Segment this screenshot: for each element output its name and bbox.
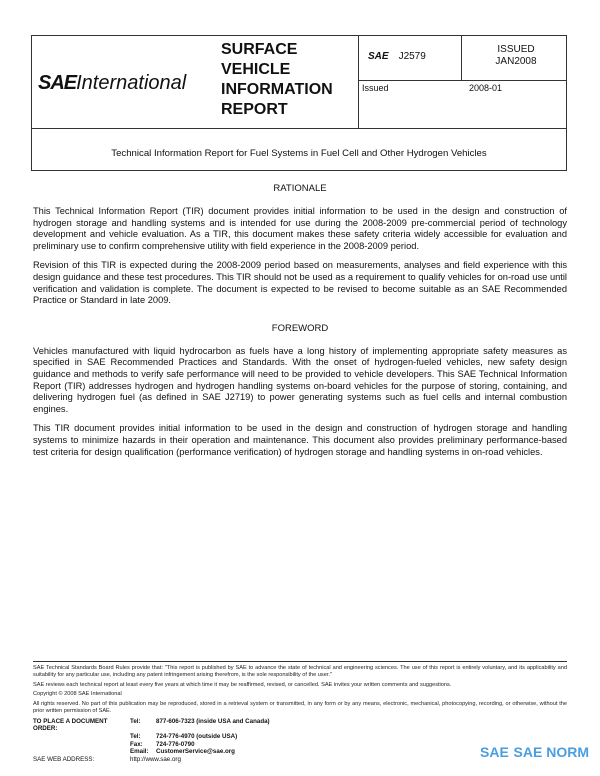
contact-fax: Fax: 724-776-0790 bbox=[130, 740, 195, 748]
report-type: SURFACE VEHICLE INFORMATION REPORT bbox=[221, 41, 333, 118]
footer-notice: All rights reserved. No part of this publication may be reproduced, stored in a retrieval system or transmitted, in any form or by any means, electronic, mechanical, photocopying, recording, or otherwise, without the prior written permission of SAE. bbox=[33, 701, 567, 714]
contact-tel: Tel: 877-606-7323 (inside USA and Canada) bbox=[130, 717, 270, 725]
issue-status: ISSUED JAN2008 bbox=[495, 44, 537, 67]
document-number: SAE J2579 bbox=[368, 51, 426, 62]
sae-international-logo: SAEInternational bbox=[38, 72, 187, 94]
divider bbox=[461, 36, 462, 80]
heading-rationale: RATIONALE bbox=[273, 183, 327, 194]
web-label: SAE WEB ADDRESS: bbox=[33, 755, 95, 763]
issued-date-row: Issued 2008-01 bbox=[362, 83, 502, 93]
web-link[interactable]: http://www.sae.org bbox=[130, 755, 181, 763]
paragraph: This TIR document provides initial information to be used in the design and construction of hydrogen storage and handling systems to minimize hazards in their operation and maintenance. This document also provides preliminary performance-based test criteria for design qualification (performance verification) of hydrogen storage and handling systems in on-road vehicles. bbox=[33, 423, 567, 457]
contact-tel: Tel: 724-776-4970 (outside USA) bbox=[130, 732, 238, 740]
copyright: Copyright © 2008 SAE International bbox=[33, 691, 122, 698]
heading-foreword: FOREWORD bbox=[271, 322, 329, 334]
contact-email: Email: CustomerService@sae.org bbox=[130, 748, 235, 756]
paragraph: Revision of this TIR is expected during the 2008-2009 period based on measurements, analyses and field experience with this design guidance and these test procedures. This TIR should not be used as a requirement to qualify vehicles for on-road use until verification and validation is complete. The document is expected to be revised to become suitable as an SAE Recommended Practice or Standard in late 2009. bbox=[33, 260, 567, 306]
header-box bbox=[31, 35, 567, 171]
divider bbox=[32, 128, 566, 129]
document-title: Technical Information Report for Fuel Systems in Fuel Cell and Other Hydrogen Vehicles bbox=[111, 148, 487, 159]
document-body bbox=[33, 183, 567, 466]
footer-notice: SAE reviews each technical report at least every five years at which time it may be reaffirmed, revised, or cancelled. SAE invites your written comments and suggestions. bbox=[33, 681, 452, 688]
divider bbox=[358, 80, 566, 81]
footer-notice: SAE Technical Standards Board Rules provide that: "This report is published by SAE to advance the state of technical and engineering sciences. The use of this report is entirely voluntary, and its applicability and suitability for any particular use, including any patent infringement arising therefrom, is the sole responsibility of the user." bbox=[33, 665, 567, 678]
paragraph: Vehicles manufactured with liquid hydrocarbon as fuels have a long history of implementing appropriate safety measures as specified in SAE Recommended Practices and Standards. With the onset of hydrogen-fueled vehicles, new safety design guidance and methods to verify safe performance will need to be provided to vehicle developers. This SAE Technical Information Report (TIR) addresses hydrogen and hydrogen handling systems on-board vehicles for the purpose of storing, containing, and delivering hydrogen fuel (as defined in SAE J2719) to power generating systems such as fuel cells and internal combustion engines. bbox=[33, 345, 567, 414]
order-label: TO PLACE A DOCUMENT ORDER: bbox=[33, 717, 108, 733]
sae-norm-watermark: SAE SAE NORM bbox=[480, 744, 589, 760]
paragraph: This Technical Information Report (TIR) document provides initial information to be used in the design and construction of hydrogen storage and handling systems and is intended for use during the 2008-2009 pre-commercial period of technology development and vehicle evaluation. As a TIR, this document makes these safety criteria widely accessible for evaluation and preliminary use to confirm comprehensive utility with field experience in the 2008-2009 period. bbox=[33, 206, 567, 251]
divider bbox=[358, 36, 359, 128]
